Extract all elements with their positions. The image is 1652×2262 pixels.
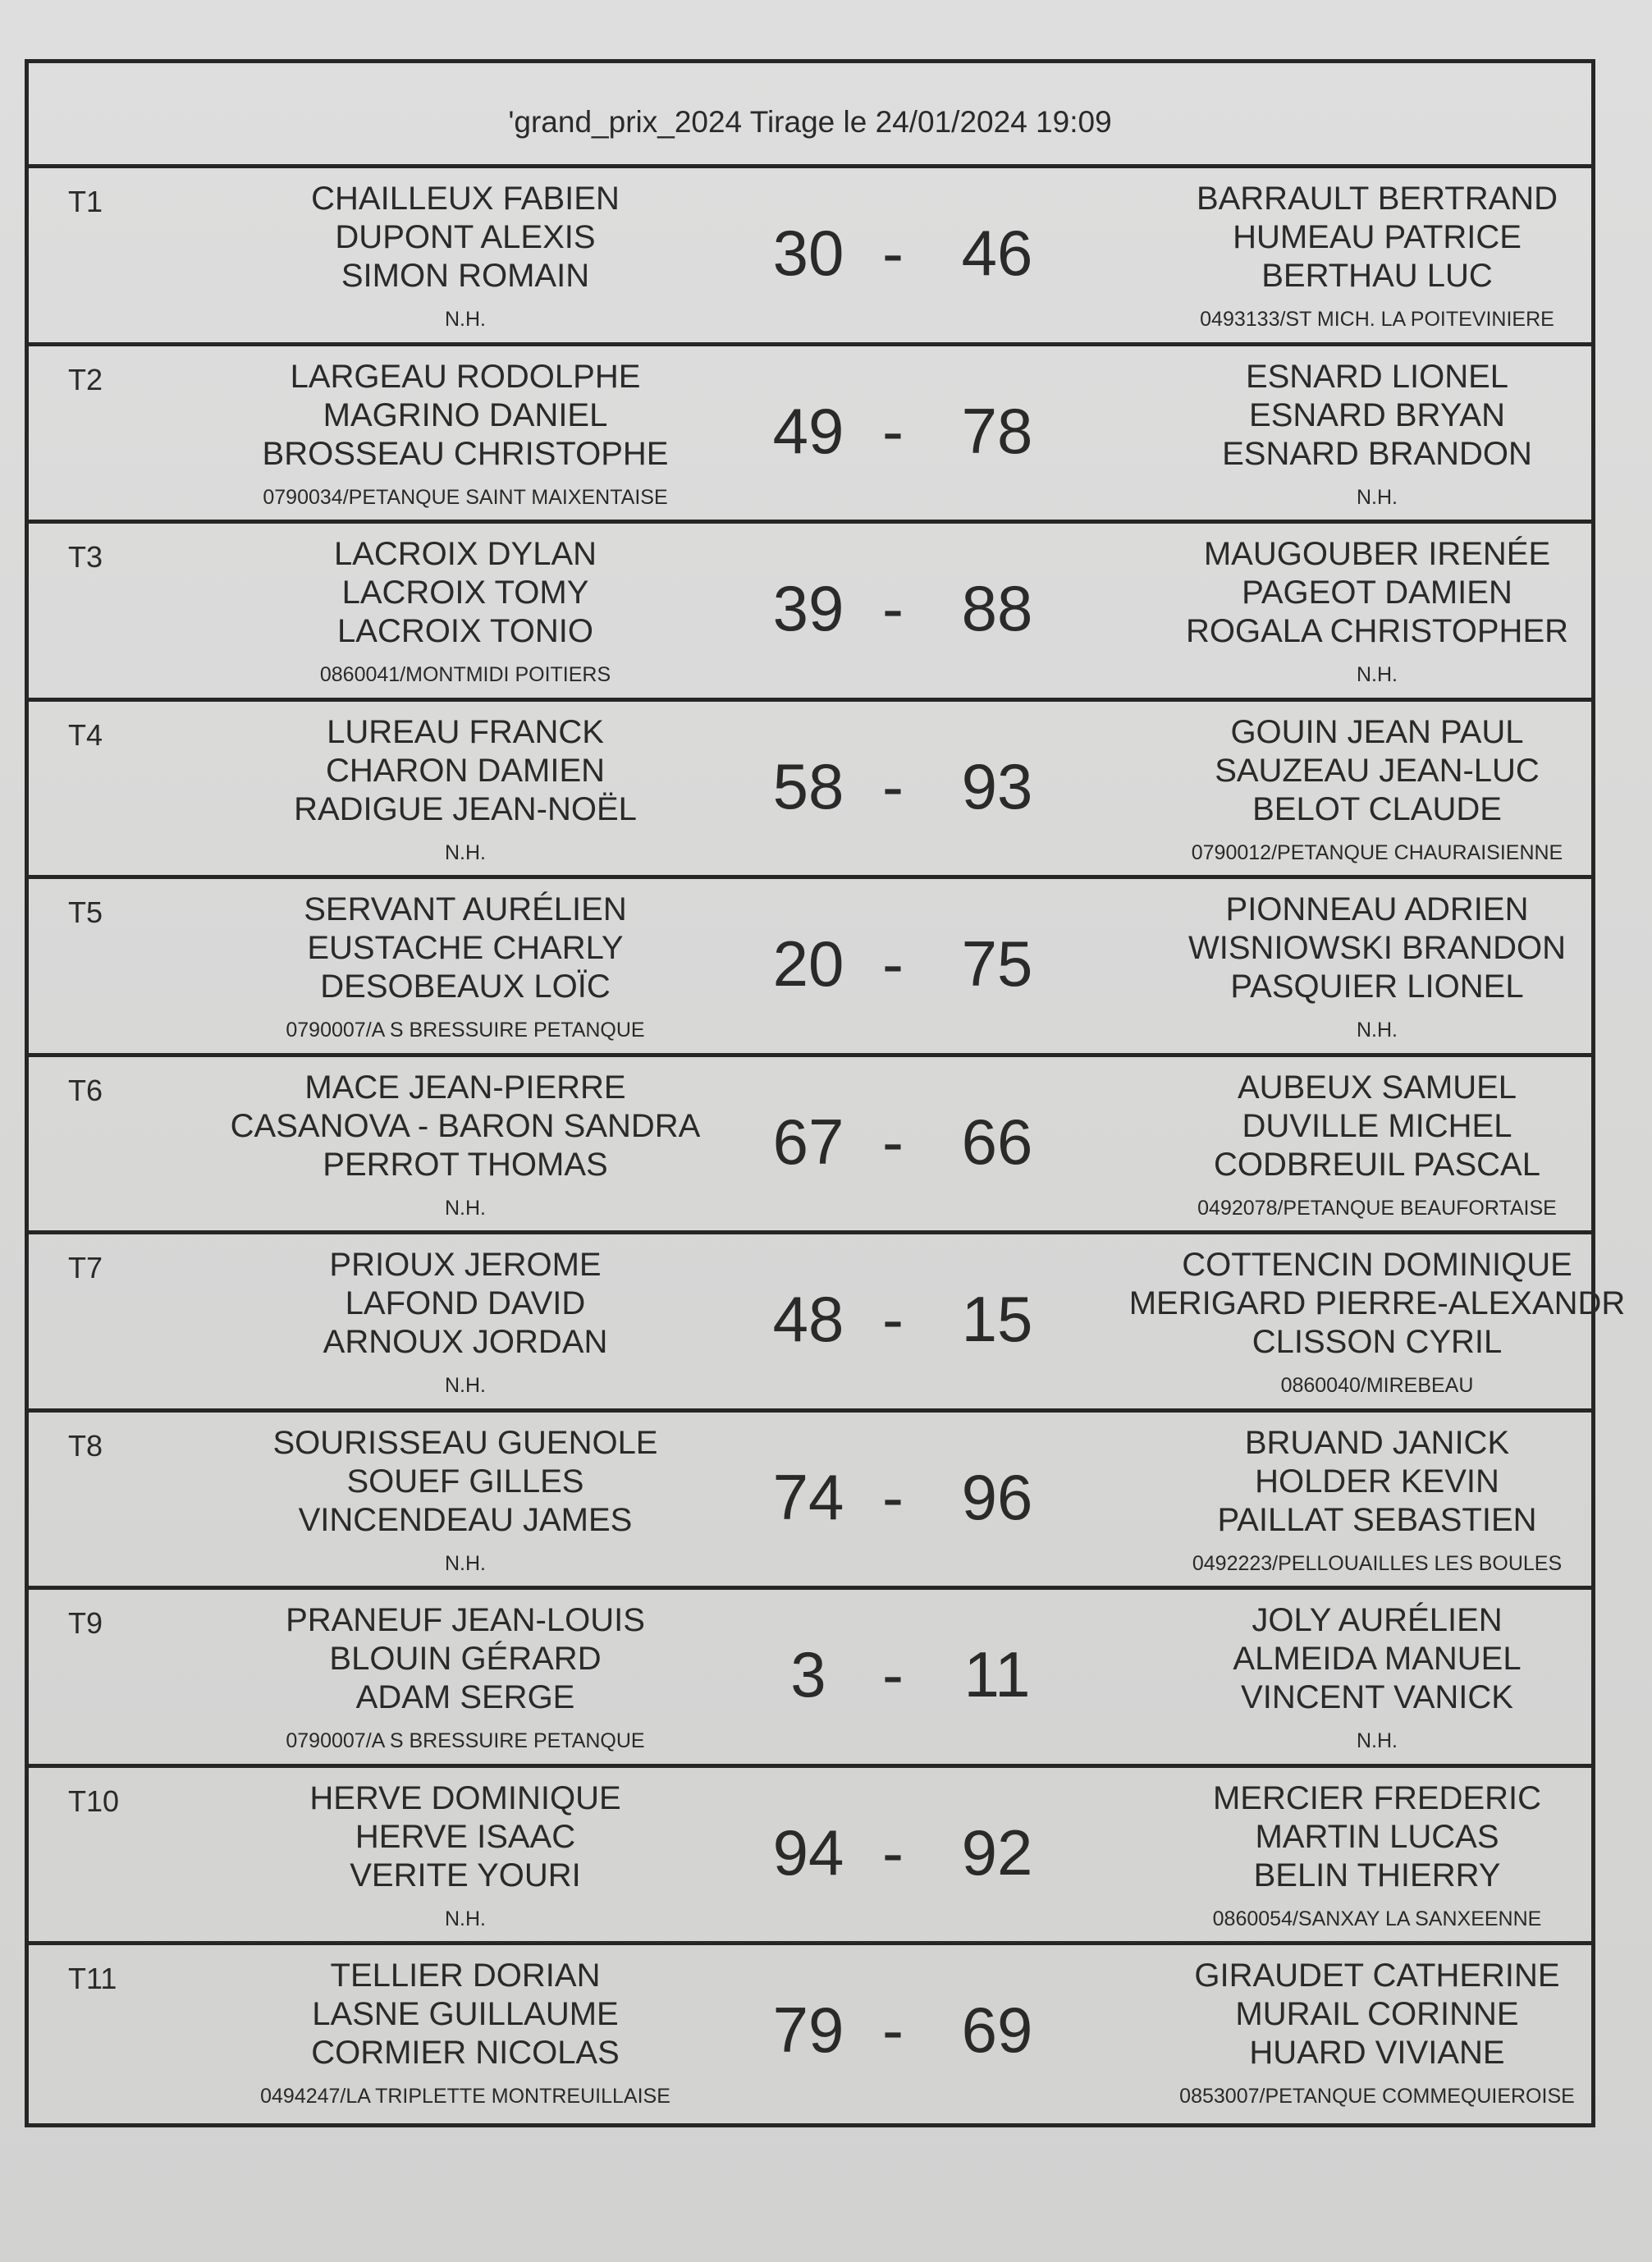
player-name: HERVE DOMINIQUE <box>309 1779 621 1816</box>
player-name: SOUEF GILLES <box>346 1463 584 1500</box>
player-name: RADIGUE JEAN-NOËL <box>294 790 637 827</box>
player-name: PAILLAT SEBASTIEN <box>1217 1501 1537 1538</box>
team-right <box>1114 1601 1640 1753</box>
club-name: 0493133/ST MICH. LA POITEVINIERE <box>1200 308 1554 331</box>
club-name: N.H. <box>1357 663 1398 686</box>
team-left <box>211 1957 720 2109</box>
club-name: 0790034/PETANQUE SAINT MAIXENTAISE <box>263 485 668 509</box>
score-separator: - <box>882 749 904 822</box>
player-name: CASANOVA - BARON SANDRA <box>230 1107 701 1144</box>
table-title: 'grand_prix_2024 Tirage le 24/01/2024 19:09 <box>508 104 1112 139</box>
score-right: 88 <box>961 572 1033 644</box>
score-left: 74 <box>772 1460 844 1533</box>
team-right <box>1114 1779 1640 1931</box>
score-separator: - <box>882 1638 904 1710</box>
terrain-label: T10 <box>68 1784 120 1818</box>
team-right <box>1114 1246 1640 1398</box>
club-name: N.H. <box>445 308 486 331</box>
match-row <box>29 1413 1591 1591</box>
player-name: DUVILLE MICHEL <box>1242 1107 1512 1144</box>
player-name: TELLIER DORIAN <box>330 1958 601 1994</box>
club-name: 0860040/MIREBEAU <box>1280 1374 1474 1397</box>
club-name: N.H. <box>1357 485 1398 509</box>
club-name: 0492223/PELLOUAILLES LES BOULES <box>1192 1551 1563 1575</box>
player-name: ADAM SERGE <box>355 1679 575 1715</box>
team-left <box>211 891 720 1042</box>
player-name: ALMEIDA MANUEL <box>1233 1641 1522 1677</box>
terrain-label: T2 <box>68 362 103 396</box>
club-name: 0860054/SANXAY LA SANXEENNE <box>1212 1907 1542 1930</box>
player-name: BRUAND JANICK <box>1244 1424 1510 1461</box>
player-name: SERVANT AURÉLIEN <box>304 891 627 927</box>
club-name: N.H. <box>445 840 486 864</box>
player-name: VINCENT VANICK <box>1241 1679 1513 1715</box>
match-row <box>29 524 1591 702</box>
score-right: 96 <box>961 1460 1033 1533</box>
terrain-label: T9 <box>68 1606 103 1640</box>
score-left: 20 <box>772 927 844 1000</box>
player-name: PAGEOT DAMIEN <box>1242 575 1512 611</box>
club-name: 0790007/A S BRESSUIRE PETANQUE <box>286 1019 645 1042</box>
player-name: LUREAU FRANCK <box>327 713 604 750</box>
score-left: 94 <box>772 1816 844 1889</box>
player-name: MERIGARD PIERRE-ALEXANDR <box>1128 1285 1626 1321</box>
player-name: BELOT CLAUDE <box>1252 790 1502 827</box>
terrain-label: T6 <box>68 1073 103 1107</box>
player-name: PERROT THOMAS <box>323 1146 608 1183</box>
table-title-row <box>29 63 1591 168</box>
match-row <box>29 1590 1591 1768</box>
terrain-label: T7 <box>68 1251 103 1284</box>
terrain-label: T3 <box>68 540 103 574</box>
score-separator: - <box>882 572 904 644</box>
team-right <box>1114 180 1640 332</box>
team-left <box>211 1779 720 1931</box>
score-right: 11 <box>963 1638 1031 1710</box>
match-row <box>29 346 1591 524</box>
player-name: ESNARD LIONEL <box>1245 358 1509 395</box>
player-name: MURAIL CORINNE <box>1235 1996 1519 2032</box>
score-separator: - <box>882 1283 904 1355</box>
player-name: LACROIX DYLAN <box>333 536 597 572</box>
score-right: 46 <box>961 217 1033 289</box>
team-left <box>211 1601 720 1753</box>
club-name: 0790012/PETANQUE CHAURAISIENNE <box>1191 840 1563 864</box>
club-name: N.H. <box>1357 1019 1398 1042</box>
player-name: DUPONT ALEXIS <box>335 219 596 255</box>
player-name: CHARON DAMIEN <box>325 752 606 789</box>
team-right <box>1114 535 1640 687</box>
player-name: ESNARD BRANDON <box>1222 435 1532 472</box>
player-name: BERTHAU LUC <box>1261 258 1493 294</box>
player-name: PRIOUX JEROME <box>329 1247 602 1283</box>
terrain-label: T11 <box>68 1962 117 1995</box>
terrain-label: T5 <box>68 895 103 929</box>
terrain-label: T8 <box>68 1428 103 1463</box>
player-name: DESOBEAUX LOÏC <box>320 968 611 1005</box>
player-name: MARTIN LUCAS <box>1255 1818 1499 1855</box>
terrain-label: T1 <box>68 185 103 218</box>
score-left: 3 <box>790 1638 826 1710</box>
player-name: LACROIX TONIO <box>337 613 593 649</box>
club-name: 0494247/LA TRIPLETTE MONTREUILLAISE <box>260 2085 670 2108</box>
match-row <box>29 1945 1591 2123</box>
player-name: SOURISSEAU GUENOLE <box>272 1424 658 1461</box>
team-right <box>1114 1957 1640 2109</box>
player-name: BLOUIN GÉRARD <box>329 1641 602 1677</box>
player-name: GIRAUDET CATHERINE <box>1194 1958 1560 1994</box>
match-row <box>29 879 1591 1057</box>
match-row <box>29 1234 1626 1413</box>
score-left: 30 <box>772 217 844 289</box>
match-row <box>29 168 1591 346</box>
club-name: 0853007/PETANQUE COMMEQUIEROISE <box>1179 2085 1575 2108</box>
score-left: 79 <box>772 1994 844 2066</box>
player-name: AUBEUX SAMUEL <box>1237 1069 1517 1106</box>
score-separator: - <box>882 1994 904 2066</box>
club-name: 0790007/A S BRESSUIRE PETANQUE <box>286 1729 645 1752</box>
player-name: PASQUIER LIONEL <box>1230 968 1524 1005</box>
player-name: LAFOND DAVID <box>345 1285 586 1321</box>
score-right: 92 <box>961 1816 1033 1889</box>
club-name: 0860041/MONTMIDI POITIERS <box>319 663 611 686</box>
score-right: 93 <box>961 749 1033 822</box>
team-right <box>1114 1424 1640 1576</box>
player-name: WISNIOWSKI BRANDON <box>1188 930 1567 966</box>
score-left: 67 <box>772 1105 844 1178</box>
player-name: MERCIER FREDERIC <box>1212 1779 1542 1816</box>
club-name: N.H. <box>445 1196 486 1220</box>
player-name: CODBREUIL PASCAL <box>1214 1146 1540 1183</box>
score-left: 49 <box>772 394 844 467</box>
player-name: LASNE GUILLAUME <box>312 1996 619 2032</box>
team-left <box>211 180 720 332</box>
match-row <box>29 1768 1591 1946</box>
team-left <box>211 1246 720 1398</box>
player-name: HERVE ISAAC <box>355 1818 576 1855</box>
player-name: COTTENCIN DOMINIQUE <box>1182 1247 1572 1283</box>
team-right <box>1114 1069 1640 1220</box>
player-name: HOLDER KEVIN <box>1255 1463 1499 1500</box>
player-name: LACROIX TOMY <box>341 575 589 611</box>
club-name: N.H. <box>445 1374 486 1397</box>
score-left: 39 <box>772 572 844 644</box>
team-left <box>211 358 720 510</box>
player-name: ROGALA CHRISTOPHER <box>1185 613 1569 649</box>
player-name: CHAILLEUX FABIEN <box>311 181 620 217</box>
team-left <box>211 713 720 865</box>
player-name: CORMIER NICOLAS <box>311 2035 620 2071</box>
club-name: N.H. <box>445 1551 486 1575</box>
score-right: 69 <box>961 1994 1033 2066</box>
team-left <box>211 1424 720 1576</box>
player-name: EUSTACHE CHARLY <box>307 930 624 966</box>
score-separator: - <box>882 1460 904 1533</box>
team-left <box>211 1069 720 1220</box>
player-name: ESNARD BRYAN <box>1249 396 1505 433</box>
match-rows <box>29 168 1626 2123</box>
match-row <box>29 702 1591 880</box>
team-right <box>1114 891 1640 1042</box>
player-name: VINCENDEAU JAMES <box>298 1501 633 1538</box>
player-name: SAUZEAU JEAN-LUC <box>1215 752 1540 789</box>
score-right: 78 <box>961 394 1033 467</box>
player-name: BARRAULT BERTRAND <box>1196 181 1558 217</box>
player-name: CLISSON CYRIL <box>1252 1324 1503 1360</box>
score-right: 15 <box>961 1283 1033 1355</box>
player-name: VERITE YOURI <box>350 1857 581 1893</box>
player-name: ARNOUX JORDAN <box>323 1324 608 1360</box>
score-separator: - <box>882 1105 904 1178</box>
match-row <box>29 1057 1591 1235</box>
club-name: 0492078/PETANQUE BEAUFORTAISE <box>1197 1196 1557 1220</box>
score-left: 58 <box>772 749 844 822</box>
player-name: HUARD VIVIANE <box>1249 2035 1505 2071</box>
team-right <box>1114 358 1640 510</box>
player-name: PRANEUF JEAN-LOUIS <box>286 1602 645 1638</box>
team-left <box>211 535 720 687</box>
score-right: 75 <box>961 927 1033 1000</box>
score-separator: - <box>882 927 904 1000</box>
player-name: BELIN THIERRY <box>1253 1857 1501 1893</box>
score-separator: - <box>882 394 904 467</box>
player-name: MAUGOUBER IRENÉE <box>1203 536 1551 572</box>
player-name: MAGRINO DANIEL <box>323 396 608 433</box>
draw-table <box>25 59 1626 2127</box>
player-name: BROSSEAU CHRISTOPHE <box>262 435 669 472</box>
club-name: N.H. <box>1357 1729 1398 1752</box>
score-separator: - <box>882 217 904 289</box>
score-separator: - <box>882 1816 904 1889</box>
player-name: MACE JEAN-PIERRE <box>304 1069 626 1106</box>
terrain-label: T4 <box>68 717 103 752</box>
score-right: 66 <box>961 1105 1033 1178</box>
score-left: 48 <box>772 1283 844 1355</box>
team-right <box>1114 713 1640 865</box>
player-name: HUMEAU PATRICE <box>1233 219 1522 255</box>
player-name: PIONNEAU ADRIEN <box>1225 891 1529 927</box>
player-name: JOLY AURÉLIEN <box>1252 1602 1503 1638</box>
player-name: GOUIN JEAN PAUL <box>1230 713 1524 750</box>
player-name: SIMON ROMAIN <box>341 258 590 294</box>
player-name: LARGEAU RODOLPHE <box>290 358 641 395</box>
club-name: N.H. <box>445 1907 486 1930</box>
